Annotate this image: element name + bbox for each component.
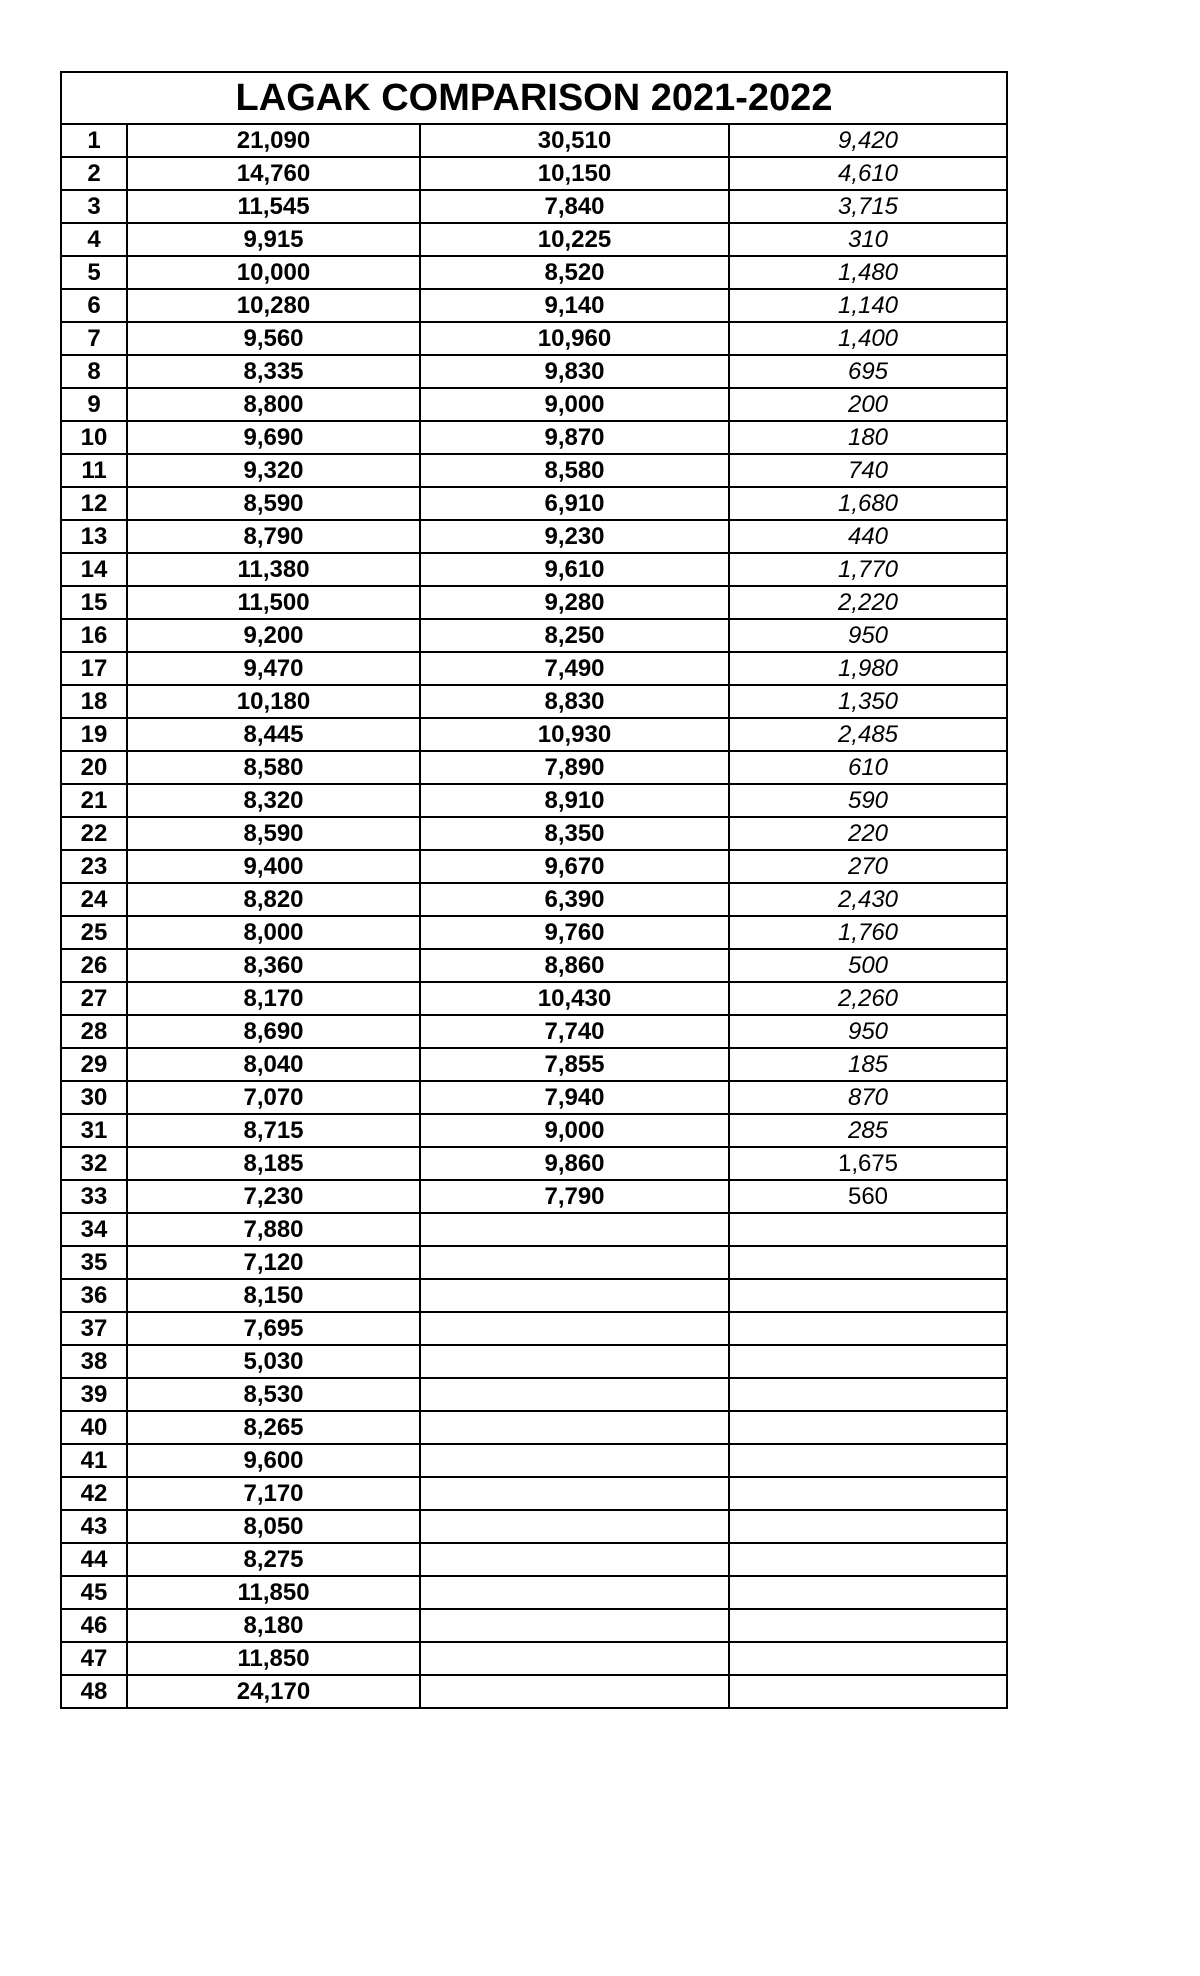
value-2021-cell: 8,360 [127,949,420,982]
row-number-cell: 46 [61,1609,127,1642]
table-row [61,949,1007,982]
row-number-cell: 36 [61,1279,127,1312]
value-2021-cell: 8,530 [127,1378,420,1411]
value-2021-cell: 8,265 [127,1411,420,1444]
table-row [61,355,1007,388]
row-number-cell: 39 [61,1378,127,1411]
difference-cell: 870 [729,1081,1007,1114]
difference-cell: 440 [729,520,1007,553]
row-number-cell: 48 [61,1675,127,1708]
value-2022-cell [420,1378,729,1411]
value-2022-cell: 9,870 [420,421,729,454]
table-row [61,1477,1007,1510]
difference-cell [729,1510,1007,1543]
table-row [61,223,1007,256]
value-2022-cell: 9,140 [420,289,729,322]
table-row [61,1444,1007,1477]
row-number-cell: 19 [61,718,127,751]
value-2021-cell: 9,690 [127,421,420,454]
table-row [61,1345,1007,1378]
difference-cell: 1,480 [729,256,1007,289]
value-2021-cell: 8,715 [127,1114,420,1147]
value-2022-cell [420,1510,729,1543]
table-row [61,553,1007,586]
row-number-cell: 32 [61,1147,127,1180]
table-row [61,1114,1007,1147]
value-2022-cell: 9,670 [420,850,729,883]
difference-cell: 1,770 [729,553,1007,586]
row-number-cell: 6 [61,289,127,322]
difference-cell: 740 [729,454,1007,487]
table-row [61,1180,1007,1213]
value-2022-cell: 8,830 [420,685,729,718]
table-body [61,124,1007,1708]
row-number-cell: 15 [61,586,127,619]
row-number-cell: 2 [61,157,127,190]
row-number-cell: 22 [61,817,127,850]
row-number-cell: 4 [61,223,127,256]
row-number-cell: 25 [61,916,127,949]
table-row [61,1609,1007,1642]
difference-cell: 3,715 [729,190,1007,223]
value-2021-cell: 11,500 [127,586,420,619]
difference-cell: 9,420 [729,124,1007,157]
value-2022-cell: 8,860 [420,949,729,982]
value-2021-cell: 8,150 [127,1279,420,1312]
difference-cell: 220 [729,817,1007,850]
table-row [61,784,1007,817]
row-number-cell: 13 [61,520,127,553]
table-row [61,1213,1007,1246]
value-2021-cell: 7,230 [127,1180,420,1213]
value-2021-cell: 9,400 [127,850,420,883]
value-2022-cell: 8,250 [420,619,729,652]
value-2022-cell: 6,910 [420,487,729,520]
value-2021-cell: 8,590 [127,817,420,850]
table-row [61,157,1007,190]
value-2022-cell [420,1444,729,1477]
value-2022-cell [420,1543,729,1576]
value-2021-cell: 8,800 [127,388,420,421]
table-row [61,520,1007,553]
difference-cell: 950 [729,619,1007,652]
row-number-cell: 8 [61,355,127,388]
value-2022-cell: 9,860 [420,1147,729,1180]
difference-cell: 2,220 [729,586,1007,619]
row-number-cell: 41 [61,1444,127,1477]
table-row [61,322,1007,355]
value-2021-cell: 8,170 [127,982,420,1015]
value-2021-cell: 9,915 [127,223,420,256]
value-2022-cell: 7,855 [420,1048,729,1081]
value-2021-cell: 8,050 [127,1510,420,1543]
difference-cell: 610 [729,751,1007,784]
difference-cell: 590 [729,784,1007,817]
value-2021-cell: 8,820 [127,883,420,916]
value-2022-cell: 7,840 [420,190,729,223]
difference-cell: 200 [729,388,1007,421]
value-2022-cell [420,1477,729,1510]
difference-cell: 500 [729,949,1007,982]
value-2021-cell: 7,120 [127,1246,420,1279]
value-2022-cell: 8,580 [420,454,729,487]
difference-cell: 1,980 [729,652,1007,685]
table-row [61,1510,1007,1543]
difference-cell [729,1345,1007,1378]
value-2022-cell: 10,225 [420,223,729,256]
row-number-cell: 10 [61,421,127,454]
value-2022-cell: 9,000 [420,388,729,421]
row-number-cell: 38 [61,1345,127,1378]
value-2022-cell [420,1213,729,1246]
value-2022-cell [420,1312,729,1345]
value-2021-cell: 11,545 [127,190,420,223]
difference-cell: 1,680 [729,487,1007,520]
value-2022-cell [420,1411,729,1444]
value-2021-cell: 9,320 [127,454,420,487]
table-row [61,751,1007,784]
row-number-cell: 17 [61,652,127,685]
value-2022-cell: 10,930 [420,718,729,751]
table-row [61,1675,1007,1708]
value-2021-cell: 5,030 [127,1345,420,1378]
difference-cell: 310 [729,223,1007,256]
table-row [61,619,1007,652]
difference-cell [729,1477,1007,1510]
difference-cell: 950 [729,1015,1007,1048]
value-2021-cell: 8,275 [127,1543,420,1576]
comparison-table [60,71,1008,1709]
value-2021-cell: 14,760 [127,157,420,190]
value-2022-cell: 9,230 [420,520,729,553]
table-row [61,124,1007,157]
value-2021-cell: 8,000 [127,916,420,949]
row-number-cell: 3 [61,190,127,223]
value-2022-cell: 10,150 [420,157,729,190]
value-2021-cell: 7,170 [127,1477,420,1510]
row-number-cell: 11 [61,454,127,487]
table-row [61,916,1007,949]
value-2021-cell: 11,380 [127,553,420,586]
difference-cell: 180 [729,421,1007,454]
difference-cell: 2,430 [729,883,1007,916]
value-2022-cell: 7,790 [420,1180,729,1213]
table-row [61,289,1007,322]
value-2021-cell: 8,040 [127,1048,420,1081]
value-2022-cell: 8,350 [420,817,729,850]
value-2022-cell: 8,520 [420,256,729,289]
table-row [61,850,1007,883]
value-2021-cell: 10,000 [127,256,420,289]
difference-cell [729,1411,1007,1444]
value-2022-cell: 9,760 [420,916,729,949]
value-2021-cell: 11,850 [127,1642,420,1675]
difference-cell: 2,485 [729,718,1007,751]
value-2021-cell: 24,170 [127,1675,420,1708]
difference-cell [729,1609,1007,1642]
value-2021-cell: 9,560 [127,322,420,355]
row-number-cell: 34 [61,1213,127,1246]
difference-cell: 185 [729,1048,1007,1081]
row-number-cell: 31 [61,1114,127,1147]
row-number-cell: 43 [61,1510,127,1543]
difference-cell: 695 [729,355,1007,388]
difference-cell [729,1642,1007,1675]
title-row [61,72,1007,124]
value-2022-cell [420,1576,729,1609]
value-2021-cell: 8,320 [127,784,420,817]
table-row [61,883,1007,916]
difference-cell: 2,260 [729,982,1007,1015]
table-row [61,1312,1007,1345]
row-number-cell: 42 [61,1477,127,1510]
value-2021-cell: 8,590 [127,487,420,520]
table-row [61,685,1007,718]
table-title: LAGAK COMPARISON 2021-2022 [61,72,1007,124]
value-2021-cell: 8,690 [127,1015,420,1048]
difference-cell: 285 [729,1114,1007,1147]
value-2022-cell: 9,000 [420,1114,729,1147]
table-row [61,421,1007,454]
difference-cell [729,1213,1007,1246]
table-row [61,1411,1007,1444]
value-2021-cell: 11,850 [127,1576,420,1609]
table-row [61,1576,1007,1609]
row-number-cell: 7 [61,322,127,355]
difference-cell [729,1312,1007,1345]
table-row [61,388,1007,421]
row-number-cell: 30 [61,1081,127,1114]
row-number-cell: 35 [61,1246,127,1279]
value-2021-cell: 10,180 [127,685,420,718]
value-2021-cell: 8,335 [127,355,420,388]
table-row [61,1246,1007,1279]
value-2022-cell [420,1675,729,1708]
row-number-cell: 44 [61,1543,127,1576]
row-number-cell: 28 [61,1015,127,1048]
value-2021-cell: 7,070 [127,1081,420,1114]
value-2022-cell: 10,430 [420,982,729,1015]
value-2021-cell: 8,790 [127,520,420,553]
value-2021-cell: 10,280 [127,289,420,322]
row-number-cell: 23 [61,850,127,883]
value-2021-cell: 7,880 [127,1213,420,1246]
value-2022-cell: 9,280 [420,586,729,619]
difference-cell [729,1543,1007,1576]
difference-cell: 4,610 [729,157,1007,190]
table-row [61,1048,1007,1081]
table-row [61,1147,1007,1180]
row-number-cell: 29 [61,1048,127,1081]
difference-cell [729,1279,1007,1312]
difference-cell [729,1246,1007,1279]
value-2022-cell: 7,940 [420,1081,729,1114]
value-2021-cell: 9,200 [127,619,420,652]
row-number-cell: 27 [61,982,127,1015]
row-number-cell: 26 [61,949,127,982]
table-row [61,652,1007,685]
value-2022-cell: 10,960 [420,322,729,355]
table-row [61,487,1007,520]
value-2022-cell: 7,740 [420,1015,729,1048]
row-number-cell: 16 [61,619,127,652]
row-number-cell: 5 [61,256,127,289]
table-row [61,1642,1007,1675]
row-number-cell: 33 [61,1180,127,1213]
difference-cell: 1,350 [729,685,1007,718]
value-2022-cell [420,1246,729,1279]
value-2022-cell [420,1345,729,1378]
row-number-cell: 37 [61,1312,127,1345]
difference-cell: 1,675 [729,1147,1007,1180]
table-row [61,190,1007,223]
value-2021-cell: 9,600 [127,1444,420,1477]
value-2022-cell [420,1642,729,1675]
difference-cell: 560 [729,1180,1007,1213]
difference-cell: 270 [729,850,1007,883]
table-row [61,817,1007,850]
row-number-cell: 18 [61,685,127,718]
row-number-cell: 24 [61,883,127,916]
difference-cell [729,1576,1007,1609]
difference-cell [729,1378,1007,1411]
table-row [61,586,1007,619]
row-number-cell: 40 [61,1411,127,1444]
value-2022-cell: 30,510 [420,124,729,157]
table-row [61,1015,1007,1048]
value-2021-cell: 8,185 [127,1147,420,1180]
row-number-cell: 9 [61,388,127,421]
table-row [61,1081,1007,1114]
value-2021-cell: 8,445 [127,718,420,751]
value-2021-cell: 7,695 [127,1312,420,1345]
row-number-cell: 20 [61,751,127,784]
value-2022-cell: 9,610 [420,553,729,586]
row-number-cell: 47 [61,1642,127,1675]
value-2022-cell: 8,910 [420,784,729,817]
value-2021-cell: 21,090 [127,124,420,157]
difference-cell: 1,760 [729,916,1007,949]
row-number-cell: 1 [61,124,127,157]
value-2022-cell [420,1609,729,1642]
row-number-cell: 12 [61,487,127,520]
row-number-cell: 21 [61,784,127,817]
value-2022-cell: 9,830 [420,355,729,388]
difference-cell: 1,400 [729,322,1007,355]
table-row [61,1279,1007,1312]
table-row [61,718,1007,751]
table-row [61,1543,1007,1576]
value-2022-cell [420,1279,729,1312]
value-2022-cell: 7,490 [420,652,729,685]
table-row [61,1378,1007,1411]
table-row [61,256,1007,289]
value-2021-cell: 8,180 [127,1609,420,1642]
value-2021-cell: 9,470 [127,652,420,685]
difference-cell: 1,140 [729,289,1007,322]
difference-cell [729,1675,1007,1708]
value-2022-cell: 7,890 [420,751,729,784]
table-row [61,454,1007,487]
table-row [61,982,1007,1015]
row-number-cell: 45 [61,1576,127,1609]
value-2021-cell: 8,580 [127,751,420,784]
value-2022-cell: 6,390 [420,883,729,916]
row-number-cell: 14 [61,553,127,586]
difference-cell [729,1444,1007,1477]
